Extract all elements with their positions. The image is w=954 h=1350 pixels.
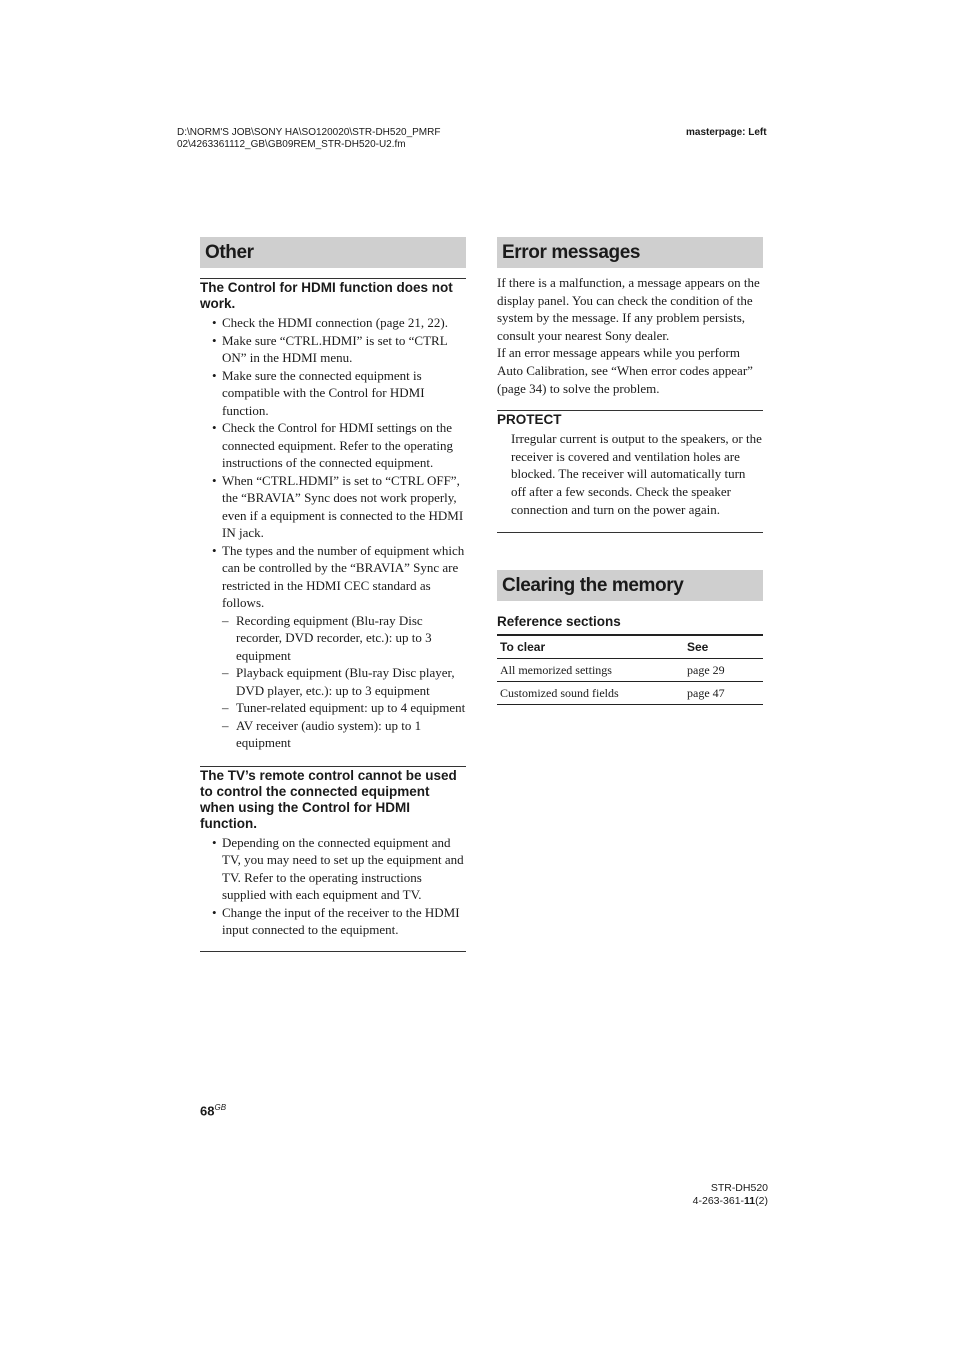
protect-description: Irregular current is output to the speakers, or the receiver is covered and ventilation holes are blocked. The receiver will automatically turn off after a few seconds. Check the speaker connection and turn on the power again. [511,431,762,517]
model-name: STR-DH520 [710,1182,768,1194]
divider [497,532,763,533]
page-number-suffix: GB [214,1103,227,1112]
table-cell: page 29 [684,659,763,682]
list-item: • Check the Control for HDMI settings on the connected equipment. Refer to the operating instructions of the connected equipment. [212,420,454,470]
list-item: • Depending on the connected equipment and TV, you may need to set up the equipment and TV. Refer to the operating instructions supplied with each equipment and TV. [212,834,464,902]
bullet-list [200,314,466,752]
page-number: $68^{GB}$ [200,1103,227,1119]
list-item: – Tuner-related equipment: up to 4 equipment [222,700,466,715]
section-heading-clearing-memory: Clearing the memory [497,570,763,601]
masterpage-label: masterpage: Left [686,127,767,138]
list-item: • Change the input of the receiver to the HDMI input connected to the equipment. [212,904,460,937]
protect-heading: PROTECT [497,412,562,428]
part-number: 4-263-361-11(2) [692,1194,768,1207]
file-path-line-2: 02\4263361112_GB\GB09REM_STR-DH520-U2.fm [177,139,406,150]
table-row [497,682,763,705]
table-row [497,659,763,682]
right-column [497,237,763,705]
dash-list [222,612,466,752]
list-item: • The types and the number of equipment which can be controlled by the “BRAVIA” Sync are restricted in the HDMI CEC standard as follows. – Recording equipment (Blu-ray Disc recorder, DVD recorder, etc.): up to 3 equipment – Playback equipment (Blu-ray Disc player, DVD player, etc.): up to 3 equipment – Tuner-related equipment: up to 4 equipment – AV receiver (audio system): up to 1 equipment [212,542,466,750]
list-item: – Playback equipment (Blu-ray Disc player, DVD player, etc.): up to 3 equipment [222,665,455,698]
list-item: • Check the HDMI connection (page 21, 22). [212,315,448,330]
list-item: • When “CTRL.HDMI” is set to “CTRL OFF”, the “BRAVIA” Sync does not work properly, even if a equipment is connected to the HDMI IN jack. [212,472,464,540]
list-item: – Recording equipment (Blu-ray Disc recorder, DVD recorder, etc.): up to 3 equipment [222,612,432,663]
question-heading-tv-remote: The TV’s remote control cannot be used to control the connected equipment when using the Control for HDMI function. [200,767,457,831]
left-column [200,237,466,952]
column-header-to-clear: To clear [497,635,684,659]
model-footer [686,1182,768,1207]
file-path-header [177,127,440,151]
error-calibration-paragraph: If an error message appears while you perform Auto Calibration, see “When error codes appear” (page 34) to solve the problem. [497,345,753,396]
table-header-row [497,635,763,659]
section-heading-other: Other [200,237,466,268]
file-path-line-1: D:\NORM'S JOB\SONY HA\SO120020\STR-DH520_PMRF [177,127,441,138]
column-header-see: See [684,635,763,659]
bullet-list [200,834,466,939]
table-cell: Customized sound fields [497,682,684,705]
list-item: • Make sure the connected equipment is compatible with the Control for HDMI function. [212,367,425,418]
reference-sections-heading: Reference sections [497,614,621,630]
table-cell: page 47 [684,682,763,705]
reference-table [497,634,763,705]
error-intro-paragraph: If there is a malfunction, a message appears on the display panel. You can check the condition of the system by the message. If any problem persists, consult your nearest Sony dealer. [497,275,760,343]
list-item: • Make sure “CTRL.HDMI” is set to “CTRL ON” in the HDMI menu. [212,332,448,365]
list-item: – AV receiver (audio system): up to 1 equipment [222,717,422,750]
divider [200,951,466,952]
section-heading-error-messages: Error messages [497,237,763,268]
question-heading-hdmi-not-work: The Control for HDMI function does not work. [200,280,453,311]
table-cell: All memorized settings [497,659,684,682]
